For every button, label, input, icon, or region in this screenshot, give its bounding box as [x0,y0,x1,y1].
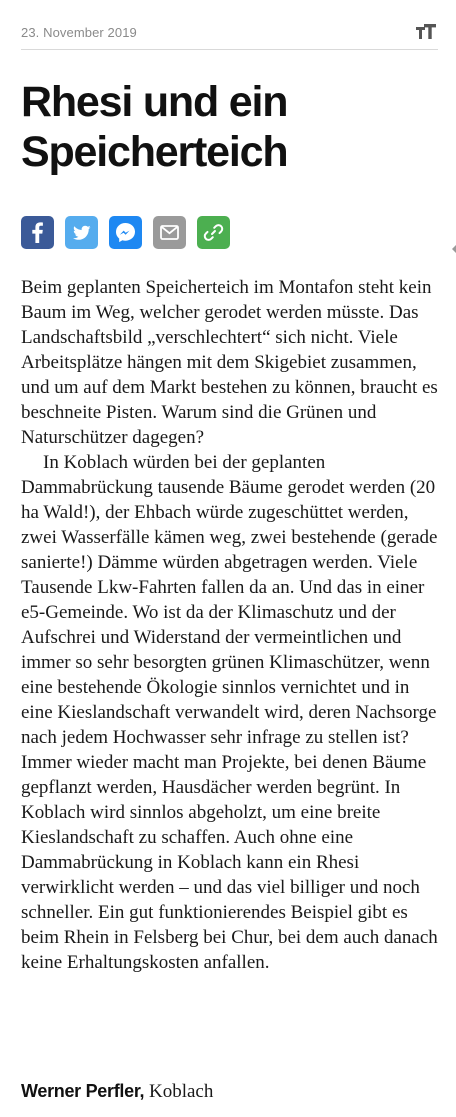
article-body [21,275,441,975]
article-paragraph: Beim geplanten Speicherteich im Montafon steht kein Baum im Weg, welcher gerodet werden müsste. Das Landschaftsbild „verschlechtert“ sich nicht. Viele Arbeitsplätze hängen mit dem Skigebiet zusammen, und um auf dem Markt bestehen zu können, braucht es beschneite Pisten. Warum sind die Grünen und Naturschützer dagegen? [21,277,438,448]
article-title: Rhesi und ein Speicherteich [21,78,288,176]
side-scroll-indicator [452,245,456,253]
text-size-icon [416,24,436,40]
article-paragraph: In Koblach würden bei der geplanten Dammabrückung tausende Bäume gerodet werden (20 ha Wald!), der Ehbach würde zugeschüttet werden, zwei Wasserfälle kämen weg, zwei bestehende (gerade sanierte!) Dämme würden abgetragen werden. Viele Tausende Lkw-Fahrten fallen da an. Und das in einer e5-Gemeinde. Wo ist da der Klimaschutz und der Aufschrei und Widerstand der vermeintlichen und immer so sehr besorgten grünen Klimaschützer, wenn eine bestehende Ökologie sinnlos vernichtet und in eine Kieslandschaft verwandelt wird, deren Nachsorge nach jedem Hochwasser sehr infrage zu stellen ist? Immer wieder macht man Projekte, bei denen Bäume gepflanzt werden, Hausdächer werden begrünt. In Koblach wird sinnlos abgeholzt, um eine breite Kieslandschaft zu schaffen. Auch ohne eine Dammabrückung in Koblach kann ein Rhesi verwirklicht werden – und das viel billiger und noch schneller. Ein gut funktionierendes Beispiel gibt es beim Rhein in Felsberg bei Chur, bei dem auch danach keine Erhaltungskosten anfallen. [21,452,438,973]
facebook-icon [21,216,54,249]
facebook-share-button[interactable] [21,216,54,249]
mail-icon [153,216,186,249]
share-bar [21,216,230,249]
article-header-bar [21,22,438,50]
author-signature [21,1079,213,1104]
email-share-button[interactable] [153,216,186,249]
publish-date: 23. November 2019 [21,25,137,40]
text-size-button[interactable] [416,24,436,40]
author-name: Werner Perfler, [21,1081,145,1101]
author-location: Koblach [148,1081,214,1102]
twitter-share-button[interactable] [65,216,98,249]
copy-link-button[interactable] [197,216,230,249]
twitter-icon [65,216,98,249]
link-icon [197,216,230,249]
messenger-share-button[interactable] [109,216,142,249]
messenger-icon [109,216,142,249]
